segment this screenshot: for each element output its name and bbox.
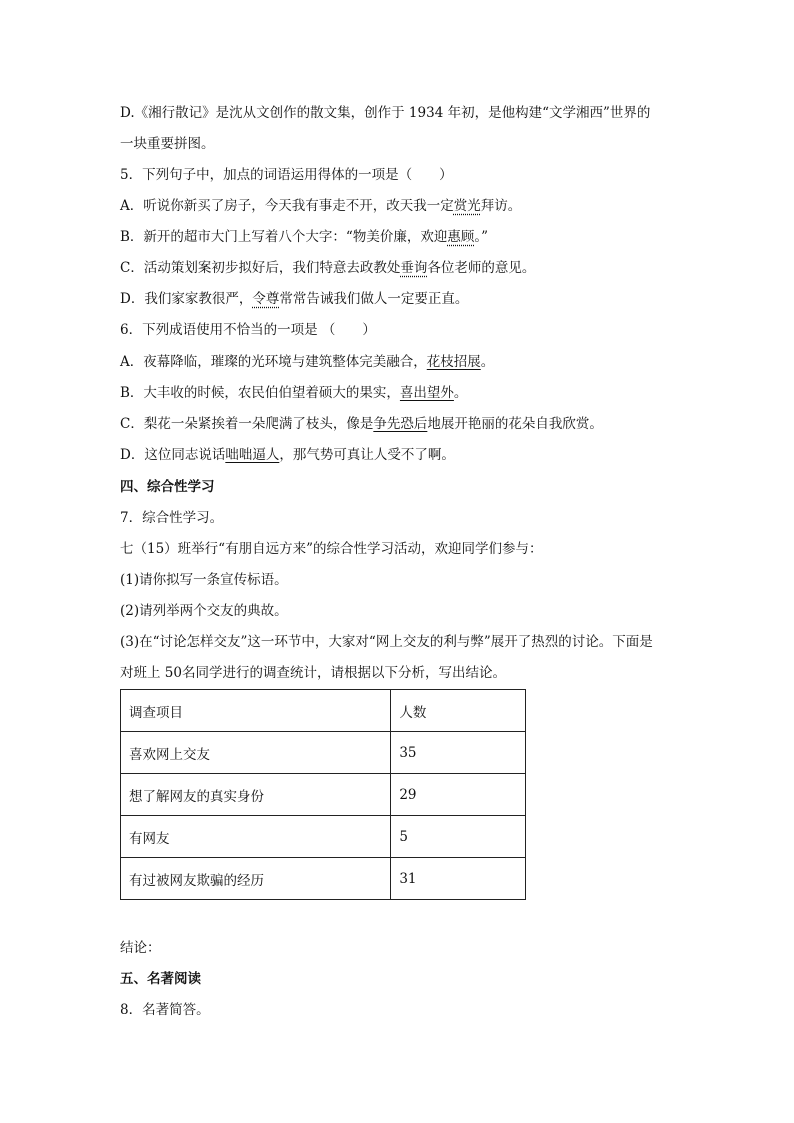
q5-option-b[interactable] <box>120 227 488 247</box>
option-text: 常常告诫我们做人一定要正直。 <box>279 291 469 307</box>
table-cell-count: 35 <box>391 732 526 774</box>
table-cell-count: 31 <box>391 858 526 900</box>
q7-intro: 七（15）班举行“有朋自远方来”的综合性学习活动，欢迎同学们参与： <box>120 541 543 557</box>
q7-sub3-line1: (3)在“讨论怎样交友”这一环节中，大家对“网上交友的利与弊”展开了热烈的讨论。下面是 <box>120 634 653 650</box>
table-cell-item: 有网友 <box>121 816 391 858</box>
option-text: D．我们家家教很严， <box>120 291 253 307</box>
option-text: 。” <box>474 229 488 245</box>
q4-option-d-line2: 一块重要拼图。 <box>120 136 215 152</box>
q6-option-d[interactable] <box>120 445 455 465</box>
underlined-idiom: 咄咄逼人 <box>225 447 280 463</box>
option-text: 地展开艳丽的花朵自我欣赏。 <box>427 416 603 432</box>
q6-option-b[interactable] <box>120 383 467 403</box>
table-row <box>121 858 526 900</box>
q5-option-c[interactable] <box>120 258 535 278</box>
option-text: 。 <box>453 385 468 401</box>
table-header-cell: 人数 <box>391 690 526 732</box>
option-text: B．新开的超市大门上写着八个大字：“物美价廉，欢迎 <box>120 229 448 245</box>
section-heading-4: 四、综合性学习 <box>120 479 215 495</box>
q5-option-a[interactable] <box>120 196 521 216</box>
conclusion-label: 结论： <box>120 940 161 956</box>
dotted-word: 赏光 <box>453 198 481 214</box>
q6-option-a[interactable] <box>120 352 494 372</box>
q7-title: 7．综合性学习。 <box>120 510 224 526</box>
table-cell-item: 有过被网友欺骗的经历 <box>121 858 391 900</box>
table-cell-item: 喜欢网上交友 <box>121 732 391 774</box>
option-text: A．夜幕降临，璀璨的光环境与建筑整体完美融合， <box>120 354 427 370</box>
table-row <box>121 732 526 774</box>
option-text: D．这位同志说话 <box>120 447 226 463</box>
underlined-idiom: 争先恐后 <box>373 416 428 432</box>
section-heading-5: 五、名著阅读 <box>120 971 201 987</box>
dotted-word: 惠顾 <box>447 229 475 245</box>
table-cell-count: 5 <box>391 816 526 858</box>
dotted-word: 垂询 <box>400 260 428 276</box>
table-cell-item: 想了解网友的真实身份 <box>121 774 391 816</box>
q5-option-d[interactable] <box>120 289 468 309</box>
dotted-word: 令尊 <box>252 291 280 307</box>
underlined-idiom: 喜出望外 <box>399 385 454 401</box>
table-row <box>121 774 526 816</box>
q6-stem: 6．下列成语使用不恰当的一项是 （ ） <box>120 322 376 338</box>
q7-sub2: (2)请列举两个交友的典故。 <box>120 603 288 619</box>
option-text: 。 <box>480 354 495 370</box>
q6-option-c[interactable] <box>120 414 603 434</box>
underlined-idiom: 花枝招展 <box>426 354 481 370</box>
option-text: C．梨花一朵紧挨着一朵爬满了枝头，像是 <box>120 416 374 432</box>
q7-sub3-line2: 对班上 50名同学进行的调查统计，请根据以下分析，写出结论。 <box>120 665 506 681</box>
option-text: ，那气势可真让人受不了啊。 <box>279 447 455 463</box>
q4-option-d-line1: D.《湘行散记》是沈从文创作的散文集，创作于 1934 年初，是他构建“文学湘西”世界的 <box>120 105 651 121</box>
survey-table <box>120 689 526 900</box>
option-text: 拜访。 <box>480 198 522 214</box>
table-row <box>121 816 526 858</box>
option-text: A．听说你新买了房子，今天我有事走不开，改天我一定 <box>120 198 454 214</box>
q8-title: 8．名著简答。 <box>120 1002 210 1018</box>
table-cell-count: 29 <box>391 774 526 816</box>
table-header-row <box>121 690 526 732</box>
option-text: C．活动策划案初步拟好后，我们特意去政教处 <box>120 260 401 276</box>
table-header-cell: 调查项目 <box>121 690 391 732</box>
q7-sub1: (1)请你拟写一条宣传标语。 <box>120 572 288 588</box>
option-text: 各位老师的意见。 <box>427 260 536 276</box>
option-text: B．大丰收的时候，农民伯伯望着硕大的果实， <box>120 385 400 401</box>
q5-stem: 5．下列句子中，加点的词语运用得体的一项是（ ） <box>120 167 453 183</box>
